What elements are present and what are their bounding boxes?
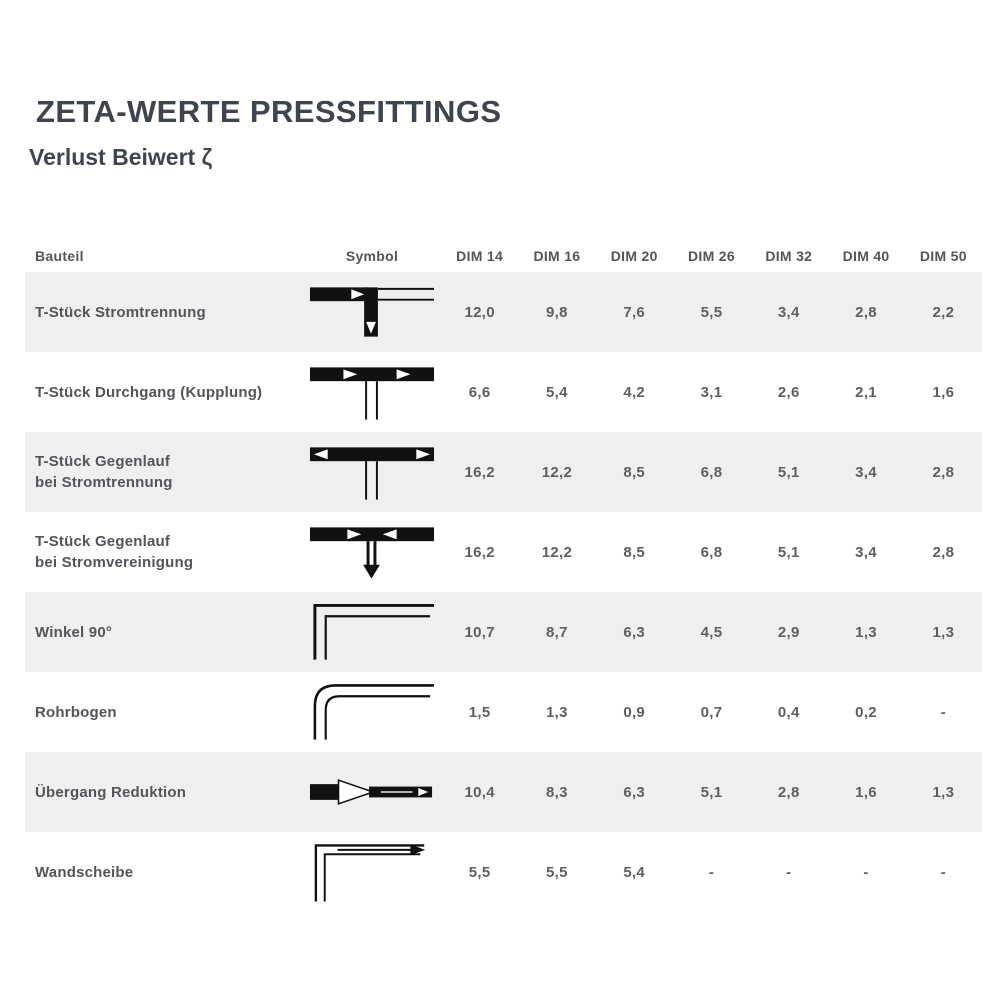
table-row [25, 672, 982, 752]
page-title: ZETA-WERTE PRESSFITTINGS [36, 94, 502, 129]
value-cell: 1,5 [468, 703, 491, 721]
table-row [25, 352, 982, 432]
value-cell: 2,2 [932, 303, 955, 321]
value-cell: 8,5 [623, 543, 646, 561]
value-cell: 2,8 [932, 543, 955, 561]
column-header-bauteil: Bauteil [35, 248, 84, 264]
bauteil-cell: Übergang Reduktion [35, 783, 187, 801]
pipe-bend-icon [308, 680, 436, 744]
symbol-cell [303, 360, 441, 424]
value-cell: 2,8 [855, 303, 877, 321]
value-cell: - [940, 703, 946, 721]
value-cell: 0,4 [777, 703, 800, 721]
column-header-dim-16: DIM 16 [533, 248, 581, 264]
bauteil-cell: T-Stück Stromtrennung [35, 303, 206, 321]
value-cell: 0,2 [855, 703, 877, 721]
symbol-cell [303, 760, 441, 824]
value-cell: 5,5 [700, 303, 723, 321]
value-cell: 5,1 [700, 783, 723, 801]
value-cell: 8,7 [546, 623, 568, 641]
value-cell: 3,4 [855, 463, 877, 481]
value-cell: 1,3 [546, 703, 568, 721]
value-cell: 6,3 [623, 783, 646, 801]
symbol-cell [303, 680, 441, 744]
value-cell: 16,2 [464, 463, 495, 481]
symbol-cell [303, 520, 441, 584]
value-cell: 0,9 [623, 703, 646, 721]
value-cell: 7,6 [623, 303, 646, 321]
reducer-icon [308, 760, 436, 824]
value-cell: - [708, 863, 715, 881]
value-cell: 3,4 [855, 543, 877, 561]
column-header-dim-40: DIM 40 [842, 248, 890, 264]
value-cell: 4,5 [700, 623, 723, 641]
value-cell: 1,3 [855, 623, 877, 641]
tee-counterflow-join-icon [308, 520, 436, 584]
column-header-dim-26: DIM 26 [688, 248, 735, 264]
table-row [25, 752, 982, 832]
symbol-cell [303, 600, 441, 664]
value-cell: 6,6 [468, 383, 491, 401]
table-row [25, 832, 982, 912]
table-row [25, 272, 982, 352]
value-cell: 10,4 [464, 783, 495, 801]
bauteil-cell: Winkel 90° [35, 623, 113, 641]
value-cell: 5,1 [777, 463, 800, 481]
value-cell: 6,8 [700, 543, 723, 561]
value-cell: 2,1 [855, 383, 877, 401]
bauteil-cell: Rohrbogen [35, 703, 117, 721]
value-cell: 5,5 [546, 863, 568, 881]
table-row [25, 432, 982, 512]
wall-plate-icon [308, 840, 436, 904]
value-cell: 9,8 [546, 303, 568, 321]
tee-flow-split-icon [308, 280, 436, 344]
symbol-cell [303, 840, 441, 904]
value-cell: 3,4 [777, 303, 800, 321]
value-cell: 1,6 [855, 783, 877, 801]
bauteil-cell: T-Stück Gegenlauf bei Stromtrennung [35, 453, 173, 491]
page-subtitle: Verlust Beiwert ζ [29, 144, 213, 170]
value-cell: 2,8 [777, 783, 800, 801]
bauteil-cell: T-Stück Gegenlauf bei Stromvereinigung [35, 533, 194, 571]
value-cell: 10,7 [464, 623, 495, 641]
symbol-cell [303, 280, 441, 344]
tee-flow-through-icon [308, 360, 436, 424]
value-cell: 6,8 [700, 463, 723, 481]
value-cell: 5,1 [777, 543, 800, 561]
table-body [25, 272, 982, 912]
value-cell: 1,3 [932, 783, 955, 801]
elbow-90-icon [308, 600, 436, 664]
tee-counterflow-split-icon [308, 440, 436, 504]
value-cell: 6,3 [623, 623, 646, 641]
value-cell: - [940, 863, 946, 881]
value-cell: 3,1 [700, 383, 723, 401]
value-cell: - [863, 863, 869, 881]
value-cell: 12,2 [541, 463, 573, 481]
value-cell: 1,6 [932, 383, 955, 401]
value-cell: 2,8 [932, 463, 955, 481]
value-cell: 5,4 [623, 863, 646, 881]
symbol-cell [303, 440, 441, 504]
value-cell: 8,5 [623, 463, 646, 481]
zeta-table [25, 228, 982, 912]
value-cell: - [786, 863, 792, 881]
table-row [25, 512, 982, 592]
value-cell: 12,2 [541, 543, 573, 561]
value-cell: 5,5 [468, 863, 491, 881]
value-cell: 4,2 [623, 383, 646, 401]
bauteil-cell: T-Stück Durchgang (Kupplung) [35, 383, 263, 401]
bauteil-cell: Wandscheibe [35, 863, 134, 881]
column-header-symbol: Symbol [345, 248, 399, 264]
table-row [25, 592, 982, 672]
value-cell: 12,0 [464, 303, 495, 321]
value-cell: 1,3 [932, 623, 955, 641]
column-header-dim-32: DIM 32 [765, 248, 813, 264]
value-cell: 2,6 [777, 383, 800, 401]
value-cell: 8,3 [546, 783, 568, 801]
column-header-dim-50: DIM 50 [919, 248, 967, 264]
value-cell: 16,2 [464, 543, 495, 561]
table-header-row [25, 228, 982, 272]
column-header-dim-20: DIM 20 [610, 248, 658, 264]
value-cell: 0,7 [700, 703, 723, 721]
value-cell: 5,4 [546, 383, 568, 401]
value-cell: 2,9 [777, 623, 800, 641]
column-header-dim-14: DIM 14 [456, 248, 504, 264]
